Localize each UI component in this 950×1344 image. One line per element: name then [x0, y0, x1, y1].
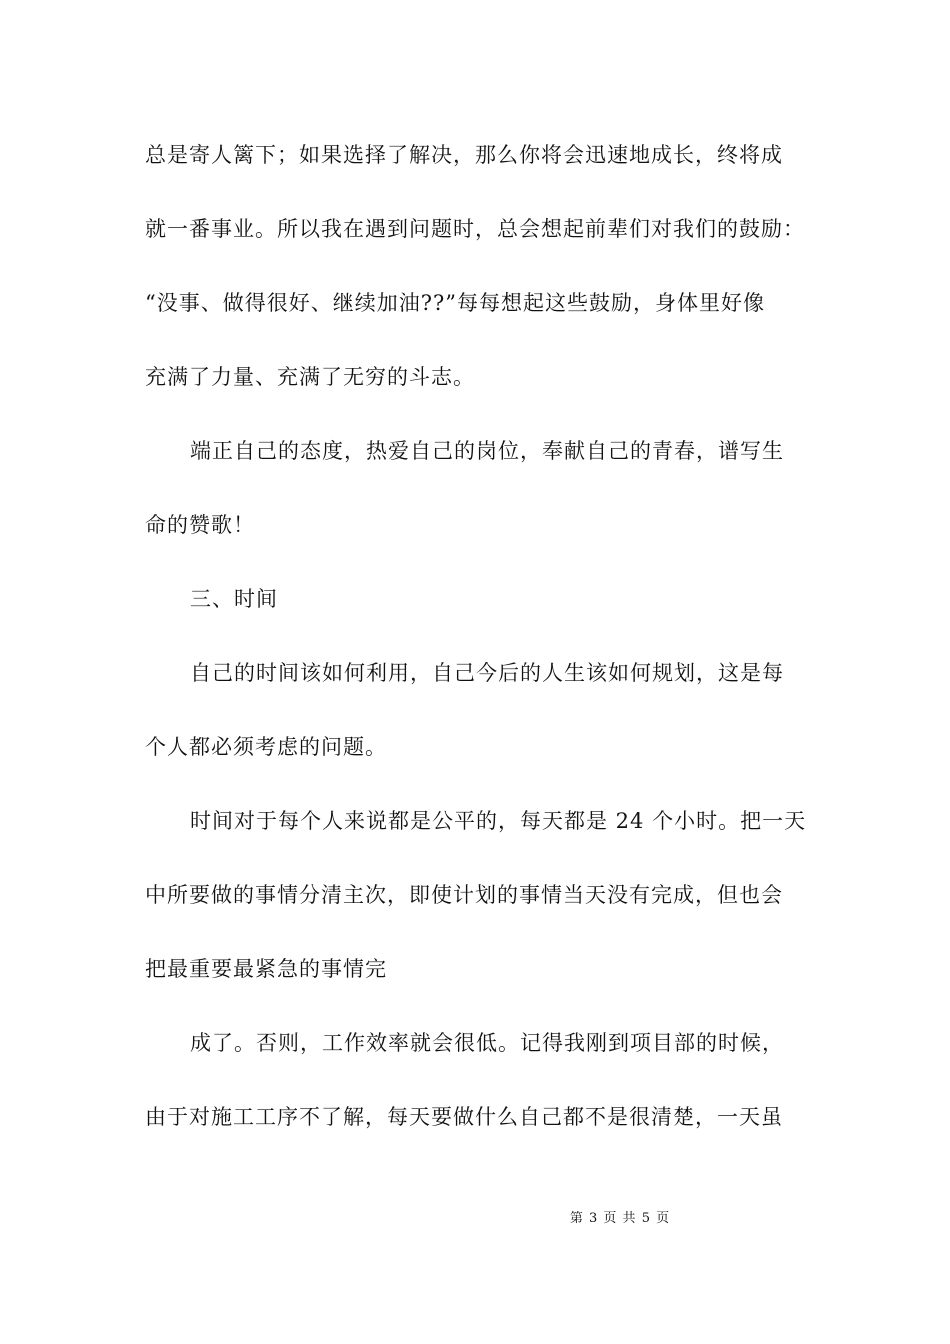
text-line-4: 充满了力量、充满了无穷的斗志。	[145, 365, 475, 389]
text-line-9: 个人都必须考虑的问题。	[145, 735, 387, 759]
text-line-12: 把最重要最紧急的事情完	[145, 957, 387, 981]
text-line-13: 成了。否则，工作效率就会很低。记得我刚到项目部的时候，	[190, 1031, 784, 1055]
text-line-1: 总是寄人篱下；如果选择了解决，那么你将会迅速地成长，终将成	[145, 143, 783, 167]
text-line-3: “没事、做得很好、继续加油??”每每想起这些鼓励，身体里好像	[145, 291, 765, 315]
text-line-8: 自己的时间该如何利用，自己今后的人生该如何规划，这是每	[190, 661, 784, 685]
text-line-14: 由于对施工工序不了解，每天要做什么自己都不是很清楚，一天虽	[145, 1105, 783, 1129]
text-line-5: 端正自己的态度，热爱自己的岗位，奉献自己的青春，谱写生	[190, 439, 784, 463]
page-number: 第 3 页 共 5 页	[569, 1211, 671, 1226]
text-line-6: 命的赞歌！	[145, 513, 255, 537]
text-line-11: 中所要做的事情分清主次，即使计划的事情当天没有完成，但也会	[145, 883, 783, 907]
text-line-2: 就一番事业。所以我在遇到问题时，总会想起前辈们对我们的鼓励：	[145, 217, 805, 241]
text-line-10: 时间对于每个人来说都是公平的，每天都是 24 个小时。把一天	[190, 809, 807, 833]
section-heading: 三、时间	[190, 587, 278, 611]
